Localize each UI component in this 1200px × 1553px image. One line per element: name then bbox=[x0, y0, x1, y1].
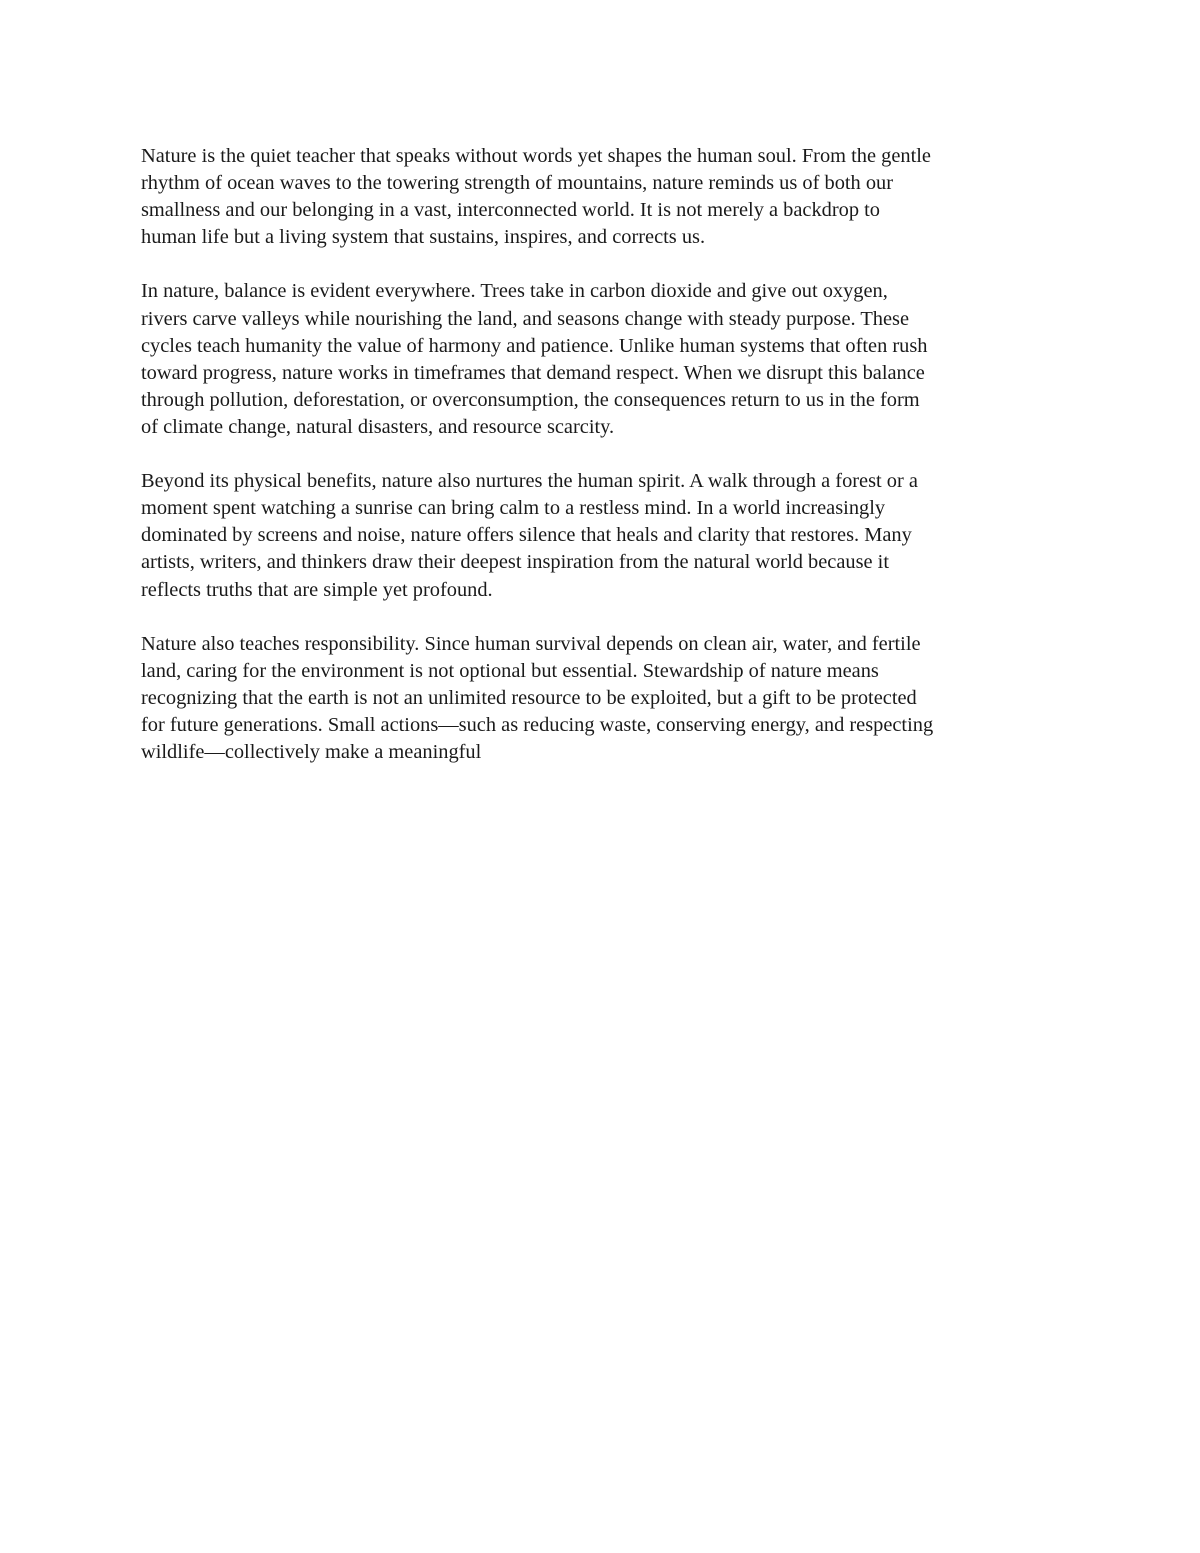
paragraph-line: Nature also teaches responsibility. Since human survival depends on clean air, water, and fertile bbox=[141, 632, 921, 655]
paragraph-line: In nature, balance is evident everywhere. Trees take in carbon dioxide and give out oxygen, bbox=[141, 280, 888, 303]
paragraph-4 bbox=[141, 631, 1071, 766]
paragraph-line: wildlife—collectively make a meaningful bbox=[141, 741, 482, 764]
paragraph-line: for future generations. Small actions—such as reducing waste, conserving energy, and respecting bbox=[141, 713, 934, 736]
paragraph-line: rivers carve valleys while nourishing the land, and seasons change with steady purpose. These bbox=[141, 307, 910, 330]
paragraph-line: recognizing that the earth is not an unlimited resource to be exploited, but a gift to be protected bbox=[141, 686, 917, 709]
paragraph-line: dominated by screens and noise, nature offers silence that heals and clarity that restores. Many bbox=[141, 524, 912, 547]
paragraph-line: smallness and our belonging in a vast, interconnected world. It is not merely a backdrop to bbox=[141, 199, 880, 222]
paragraph-2 bbox=[141, 278, 1071, 441]
paragraph-line: Nature is the quiet teacher that speaks without words yet shapes the human soul. From the gentle bbox=[141, 145, 931, 167]
paragraph-line: moment spent watching a sunrise can bring calm to a restless mind. In a world increasingly bbox=[141, 497, 886, 520]
paragraph-line: Beyond its physical benefits, nature also nurtures the human spirit. A walk through a forest or a bbox=[141, 470, 918, 493]
paragraph-line: of climate change, natural disasters, and resource scarcity. bbox=[141, 415, 615, 438]
document-body bbox=[141, 143, 1071, 793]
paragraph-line: artists, writers, and thinkers draw their deepest inspiration from the natural world because it bbox=[141, 551, 890, 574]
paragraph-line: land, caring for the environment is not optional but essential. Stewardship of nature means bbox=[141, 659, 879, 682]
paragraph-1 bbox=[141, 143, 1071, 251]
paragraph-line: cycles teach humanity the value of harmony and patience. Unlike human systems that often rush bbox=[141, 334, 928, 357]
paragraph-3 bbox=[141, 468, 1071, 603]
paragraph-line: reflects truths that are simple yet profound. bbox=[141, 578, 493, 601]
paragraph-line: through pollution, deforestation, or overconsumption, the consequences return to us in the form bbox=[141, 388, 920, 411]
paragraph-line: toward progress, nature works in timeframes that demand respect. When we disrupt this balance bbox=[141, 361, 925, 384]
paragraph-line: human life but a living system that sustains, inspires, and corrects us. bbox=[141, 226, 706, 249]
paragraph-line: rhythm of ocean waves to the towering strength of mountains, nature reminds us of both our bbox=[141, 172, 894, 195]
